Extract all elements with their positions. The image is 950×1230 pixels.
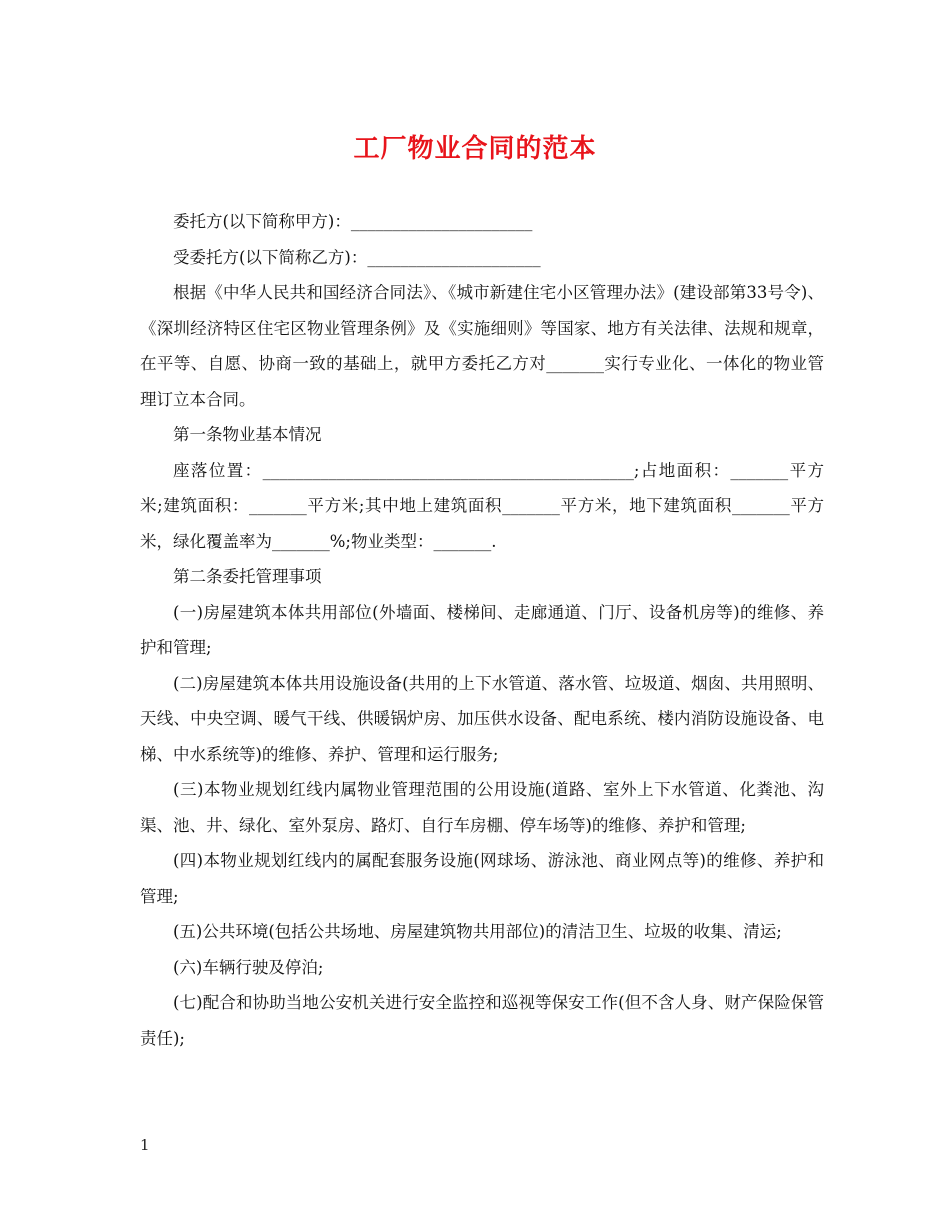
document-title: 工厂物业合同的范本 bbox=[353, 134, 597, 164]
article-2-item-3: (三)本物业规划红线内属物业管理范围的公用设施(道路、室外上下水管道、化粪池、沟渠、池、井、绿化、室外泵房、路灯、自行车房棚、停车场等)的维修、养护和管理; bbox=[140, 780, 824, 835]
article-2-heading: 第二条委托管理事项 bbox=[173, 567, 322, 586]
page-number: 1 bbox=[140, 1136, 150, 1154]
party-a-line: 委托方(以下简称甲方)：______________________ bbox=[173, 212, 533, 231]
party-b-line: 受委托方(以下简称乙方)：_____________________ bbox=[173, 247, 541, 267]
document-body bbox=[140, 204, 824, 1056]
article-2-item-7: (七)配合和协助当地公安机关进行安全监控和巡视等保安工作(但不含人身、财产保险保管责任); bbox=[140, 993, 824, 1048]
article-2-item-6: (六)车辆行驶及停泊; bbox=[173, 957, 324, 977]
article-2-item-2: (二)房屋建筑本体共用设施设备(共用的上下水管道、落水管、垃圾道、烟囱、共用照明、天线、中央空调、暖气干线、供暖锅炉房、加压供水设备、配电系统、楼内消防设施设备、电梯、中水系统等)的维修、养护、管理和运行服务; bbox=[140, 673, 824, 764]
article-2-item-5: (五)公共环境(包括公共场地、房屋建筑物共用部位)的清洁卫生、垃圾的收集、清运; bbox=[173, 922, 782, 941]
preamble-paragraph: 根据《中华人民共和国经济合同法》、《城市新建住宅小区管理办法》(建设部第33号令)、《深圳经济特区住宅区物业管理条例》及《实施细则》等国家、地方有关法律、法规和规章，在平等、自愿、协商一致的基础上，就甲方委托乙方对_______实行专业化、一体化的物业管理订立本合同。 bbox=[140, 283, 824, 409]
article-2-item-4: (四)本物业规划红线内的属配套服务设施(网球场、游泳池、商业网点等)的维修、养护和管理; bbox=[140, 851, 824, 906]
article-2-item-1: (一)房屋建筑本体共用部位(外墙面、楼梯间、走廊通道、门厅、设备机房等)的维修、养护和管理; bbox=[140, 602, 824, 657]
article-1-heading: 第一条物业基本情况 bbox=[173, 425, 322, 444]
article-1-details: 座落位置：_____________________________________________;占地面积：_______平方米;建筑面积：_______平方米;其中地上建筑面积_______平方米，地下建筑面积_______平方米，绿化覆盖率为_______%;物业类型：_______. bbox=[140, 460, 824, 551]
